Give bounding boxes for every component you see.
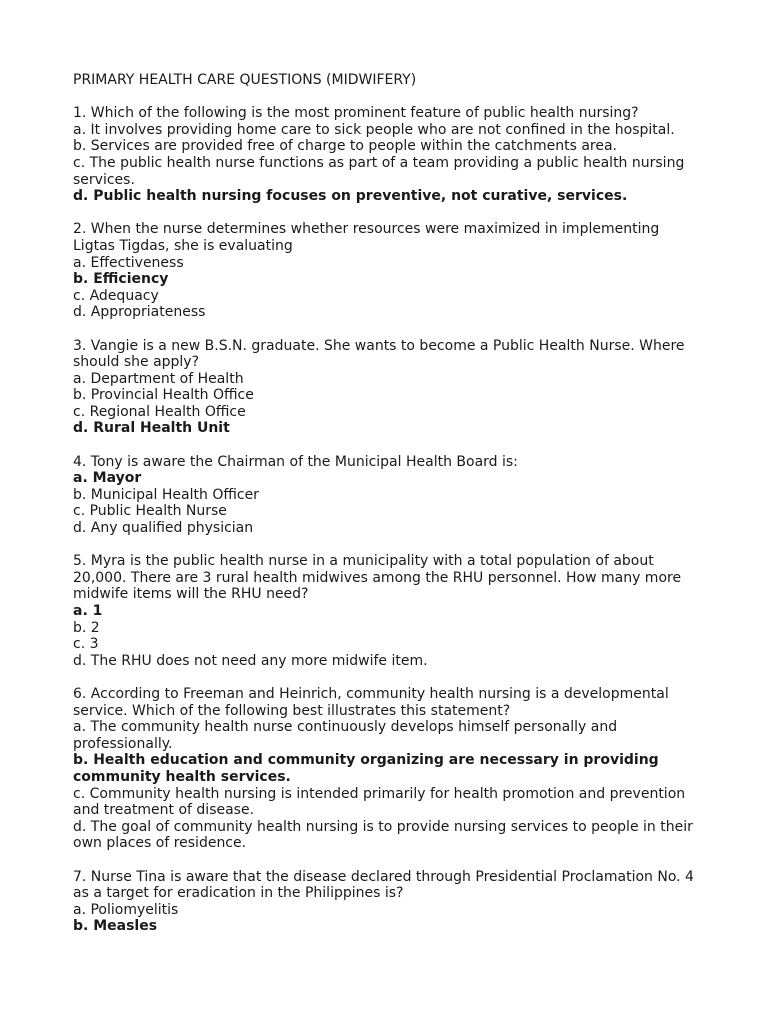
question-stem: 6. According to Freeman and Heinrich, community health nursing is a developmental service. Which of the following best illustrates this statement? xyxy=(73,685,669,719)
question-block xyxy=(73,686,698,852)
correct-answer-option: b. Health education and community organizing are necessary in providing community health services. xyxy=(73,752,659,785)
correct-answer-option: a. 1 xyxy=(73,603,103,619)
question-stem: 2. When the nurse determines whether resources were maximized in implementing Ligtas Tigdas, she is evaluating xyxy=(73,221,660,254)
answer-option: b. Services are provided free of charge to people within the catchments area. xyxy=(73,138,617,155)
question-stem: 7. Nurse Tina is aware that the disease declared through Presidential Proclamation No. 4 as a target for eradication in the Philippines is? xyxy=(73,868,694,902)
correct-answer-option: b. Efficiency xyxy=(73,271,169,288)
answer-option: c. The public health nurse functions as part of a team providing a public health nursing services. xyxy=(73,154,685,188)
correct-answer-option: b. Measles xyxy=(73,918,158,935)
document-title: PRIMARY HEALTH CARE QUESTIONS (MIDWIFERY) xyxy=(73,72,417,88)
question-block xyxy=(73,221,698,321)
question-block xyxy=(73,869,698,935)
correct-answer-option: d. Rural Health Unit xyxy=(73,420,230,437)
answer-option: d. Any qualified physician xyxy=(73,520,254,537)
answer-option: b. 2 xyxy=(73,619,100,636)
answer-option: a. Department of Health xyxy=(73,370,244,387)
answer-option: c. Adequacy xyxy=(73,287,159,304)
correct-answer-option: d. Public health nursing focuses on preventive, not curative, services. xyxy=(73,188,628,205)
correct-answer-option: a. Mayor xyxy=(73,470,142,487)
answer-option: c. Regional Health Office xyxy=(73,403,246,420)
question-block xyxy=(73,553,698,669)
answer-option: c. Community health nursing is intended primarily for health promotion and prevention and treatment of disease. xyxy=(73,785,686,819)
question-stem: 5. Myra is the public health nurse in a municipality with a total population of about 20,000. There are 3 rural health midwives among the RHU personnel. How many more midwife items will the RHU need? xyxy=(73,553,682,603)
answer-option: b. Municipal Health Officer xyxy=(73,486,259,503)
question-block xyxy=(73,338,698,438)
question-block xyxy=(73,105,698,205)
answer-option: c. 3 xyxy=(73,636,99,653)
answer-option: b. Provincial Health Office xyxy=(73,387,254,404)
answer-option: a. Effectiveness xyxy=(73,254,184,271)
answer-option: a. It involves providing home care to sick people who are not confined in the hospital. xyxy=(73,121,675,138)
answer-option: d. Appropriateness xyxy=(73,304,206,321)
question-stem: 1. Which of the following is the most prominent feature of public health nursing? xyxy=(73,105,639,122)
document-body xyxy=(73,72,698,951)
question-stem: 4. Tony is aware the Chairman of the Municipal Health Board is: xyxy=(73,453,518,470)
question-stem: 3. Vangie is a new B.S.N. graduate. She wants to become a Public Health Nurse. Where should she apply? xyxy=(73,337,685,371)
answer-option: c. Public Health Nurse xyxy=(73,503,227,520)
answer-option: d. The goal of community health nursing is to provide nursing services to people in their own places of residence. xyxy=(73,818,693,852)
question-block xyxy=(73,454,698,537)
answer-option: a. The community health nurse continuously develops himself personally and professionally. xyxy=(73,719,618,752)
answer-option: d. The RHU does not need any more midwife item. xyxy=(73,652,428,669)
answer-option: a. Poliomyelitis xyxy=(73,901,179,918)
